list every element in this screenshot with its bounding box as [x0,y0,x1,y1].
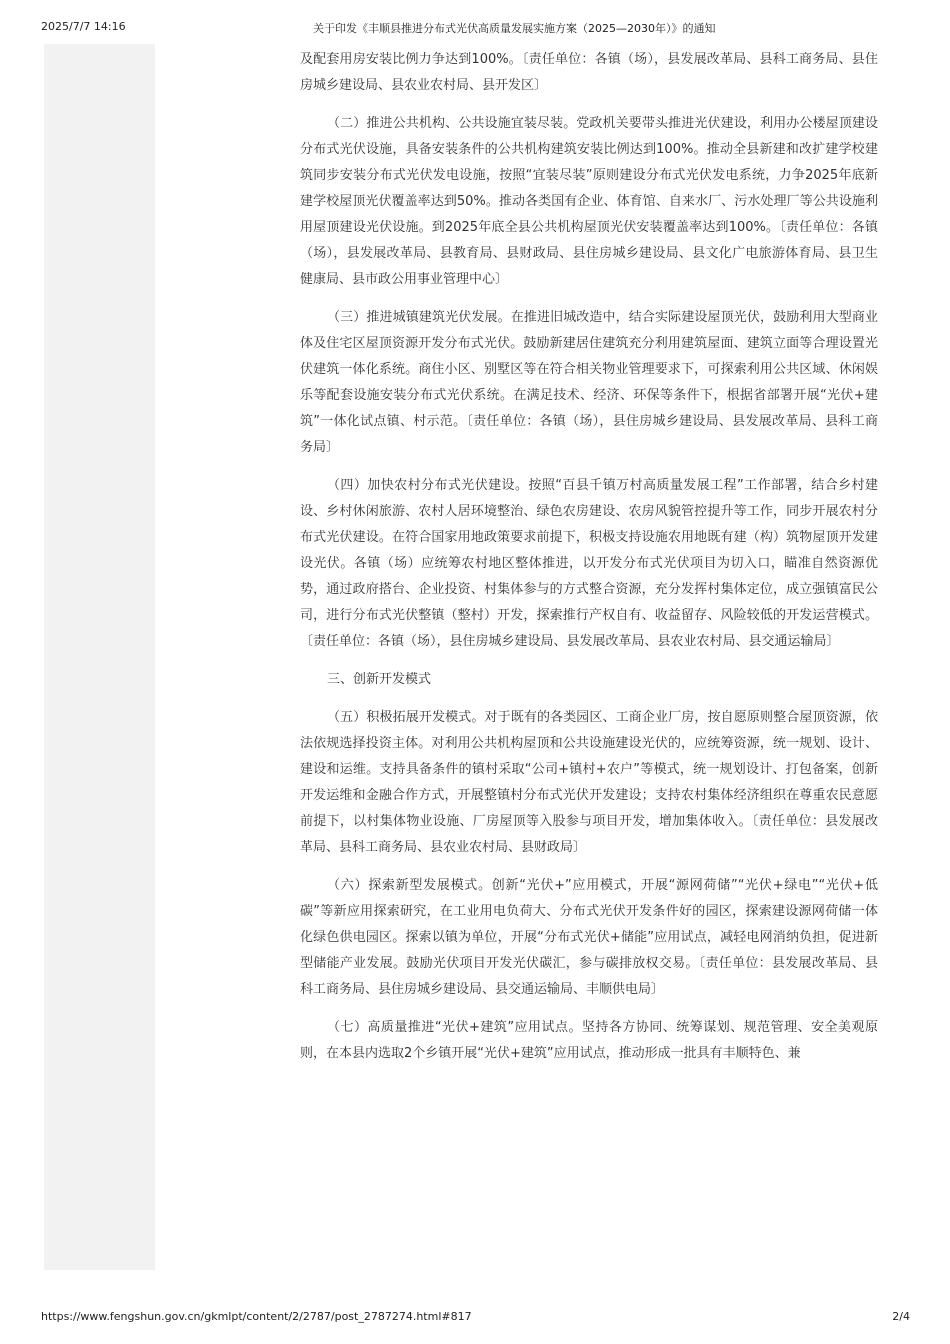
section-heading: 三、创新开发模式 [327,672,432,687]
paragraph-rural-pv: （四）加快农村分布式光伏建设。按照“百县千镇万村高质量发展工程”工作部署，结合乡村建设、乡村休闲旅游、农村人居环境整治、绿色农房建设、农房风貌管控提升等工作，同步开展农村分布式光伏建设。在符合国家用地政策要求前提下，积极支持设施农用地既有建（构）筑物屋顶开发建设光伏。各镇（场）应统筹农村地区整体推进，以开发分布式光伏项目为切入口，瞄准自然资源优势，通过政府搭台、企业投资、村集体参与的方式整合资源，充分发挥村集体定位，成立强镇富民公司，进行分布式光伏整镇（整村）开发，探索推行产权自有、收益留存、风险较低的开发运营模式。〔责任单位：各镇（场），县住房城乡建设局、县发展改革局、县农业农村局、县交通运输局〕 [300,478,878,649]
paragraph-new-modes: （六）探索新型发展模式。创新“光伏+”应用模式，开展“源网荷储”“光伏+绿电”“光伏+低碳”等新应用探索研究，在工业用电负荷大、分布式光伏开发条件好的园区，探索建设源网荷储一体化绿色供电园区。探索以镇为单位，开展“分布式光伏+储能”应用试点，减轻电网消纳负担，促进新型储能产业发展。鼓励光伏项目开发光伏碳汇，参与碳排放权交易。〔责任单位：县发展改革局、县科工商务局、县住房城乡建设局、县交通运输局、丰顺供电局〕 [300,878,878,997]
paragraph-pilot: （七）高质量推进“光伏+建筑”应用试点。坚持各方协同、统筹谋划、规范管理、安全美观原则，在本县内选取2个乡镇开展“光伏+建筑”应用试点，推动形成一批具有丰顺特色、兼 [300,1020,878,1061]
paragraph-continued: 及配套用房安装比例力争达到100%。〔责任单位：各镇（场），县发展改革局、县科工商务局、县住房城乡建设局、县农业农村局、县开发区〕 [300,52,878,93]
print-header [0,20,950,36]
print-datetime: 2025/7/7 14:16 [41,20,126,33]
page-url-link[interactable]: https://www.fengshun.gov.cn/gkmlpt/content/2/2787/post_2787274.html#817 [41,1310,472,1323]
paragraph-public-facilities: （二）推进公共机构、公共设施宜装尽装。党政机关要带头推进光伏建设，利用办公楼屋顶建设分布式光伏设施，具备安装条件的公共机构建筑安装比例达到100%。推动全县新建和改扩建学校建筑同步安装分布式光伏发电设施，按照“宜装尽装”原则建设分布式光伏发电系统，力争2025年底新建学校屋顶光伏覆盖率达到50%。推动各类国有企业、体育馆、自来水厂、污水处理厂等公共设施利用屋顶建设光伏设施。到2025年底全县公共机构屋顶光伏安装覆盖率达到100%。〔责任单位：各镇（场），县发展改革局、县教育局、县财政局、县住房城乡建设局、县文化广电旅游体育局、县卫生健康局、县市政公用事业管理中心〕 [300,116,878,287]
paragraph-development-modes: （五）积极拓展开发模式。对于既有的各类园区、工商企业厂房，按自愿原则整合屋顶资源，依法依规选择投资主体。对利用公共机构屋顶和公共设施建设光伏的，应统筹资源，统一规划、设计、建设和运维。支持具备条件的镇村采取“公司+镇村+农户”等模式，统一规划设计、打包备案，创新开发运维和金融合作方式，开展整镇村分布式光伏开发建设；支持农村集体经济组织在尊重农民意愿前提下，以村集体物业设施、厂房屋顶等入股参与项目开发，增加集体收入。〔责任单位：县发展改革局、县科工商务局、县农业农村局、县财政局〕 [300,710,878,855]
paragraph-urban-buildings: （三）推进城镇建筑光伏发展。在推进旧城改造中，结合实际建设屋顶光伏，鼓励利用大型商业体及住宅区屋顶资源开发分布式光伏。鼓励新建居住建筑充分利用建筑屋面、建筑立面等合理设置光伏建筑一体化系统。商住小区、别墅区等在符合相关物业管理要求下，可探索利用公共区域、休闲娱乐等配套设施安装分布式光伏系统。在满足技术、经济、环保等条件下，根据省部署开展“光伏+建筑”一体化试点镇、村示范。〔责任单位：各镇（场），县住房城乡建设局、县发展改革局、县科工商务局〕 [300,310,878,455]
left-sidebar-placeholder [44,44,155,1270]
print-footer [0,1310,950,1326]
article-body [300,47,878,1079]
document-title: 关于印发《丰顺县推进分布式光伏高质量发展实施方案（2025—2030年）》的通知 [313,22,716,35]
page-number: 2/4 [892,1310,910,1323]
